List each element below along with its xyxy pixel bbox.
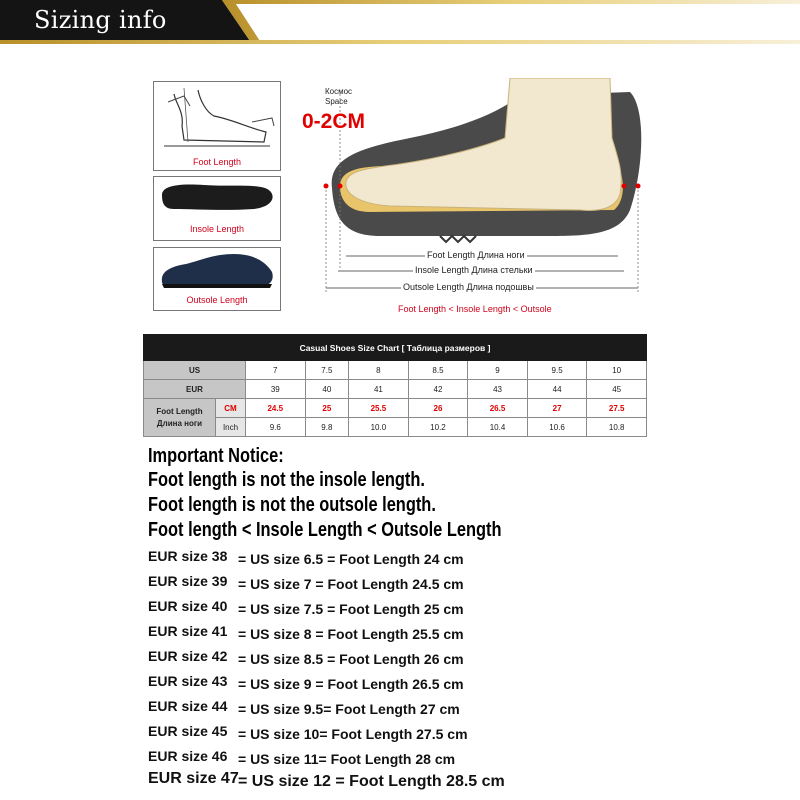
table-cell: 26.5	[468, 399, 528, 418]
table-cell: 7	[246, 361, 306, 380]
conversion-eur: EUR size 43	[148, 673, 228, 689]
conversion-detail: = US size 7 = Foot Length 24.5 cm	[238, 576, 464, 592]
foot-length-label-en: Foot Length	[156, 406, 203, 416]
space-label-en: Space	[325, 97, 348, 106]
insole-length-measure: Insole Length Длина стельки	[415, 265, 533, 275]
table-cell: 10.0	[349, 418, 409, 437]
table-cell: 10	[587, 361, 647, 380]
foot-length-label-ru: Длина ноги	[156, 418, 203, 428]
size-chart-table	[143, 334, 647, 437]
notice-line: Foot length is not the insole length.	[148, 469, 425, 491]
conversion-detail: = US size 12 = Foot Length 28.5 cm	[238, 773, 505, 790]
table-row-us	[144, 361, 647, 380]
space-label	[325, 87, 352, 107]
conversion-row	[148, 723, 468, 742]
conversion-detail: = US size 9 = Foot Length 26.5 cm	[238, 676, 464, 692]
conversion-eur: EUR size 38	[148, 548, 228, 564]
table-cell: 43	[468, 380, 528, 399]
outsole-panel	[153, 247, 281, 311]
table-cell: 42	[408, 380, 468, 399]
conversion-detail: = US size 11= Foot Length 28 cm	[238, 751, 456, 767]
conversion-row	[148, 698, 460, 717]
length-relation: Foot Length < Insole Length < Outsole	[398, 304, 552, 314]
page-title: Sizing info	[34, 6, 167, 34]
shoe-illustration	[154, 248, 280, 292]
conversion-detail: = US size 10= Foot Length 27.5 cm	[238, 726, 468, 742]
table-cell: 7.5	[305, 361, 349, 380]
table-cell: 9.8	[305, 418, 349, 437]
conversion-row	[148, 673, 464, 692]
table-cell: 27.5	[587, 399, 647, 418]
conversion-eur: EUR size 46	[148, 748, 228, 764]
table-cell: 10.4	[468, 418, 528, 437]
cm-label: CM	[216, 399, 246, 418]
conversion-eur: EUR size 45	[148, 723, 228, 739]
table-cell: 26	[408, 399, 468, 418]
table-cell: 41	[349, 380, 409, 399]
conversion-eur: EUR size 42	[148, 648, 228, 664]
notice-title: Important Notice:	[148, 445, 284, 467]
table-cell: 9.6	[246, 418, 306, 437]
gap-label: 0-2CM	[302, 110, 366, 133]
table-cell: 40	[305, 380, 349, 399]
foot-length-label-cell	[144, 399, 216, 437]
table-cell: 8.5	[408, 361, 468, 380]
table-cell: 24.5	[246, 399, 306, 418]
table-row-inch	[144, 418, 647, 437]
table-cell: 10.2	[408, 418, 468, 437]
conversion-detail: = US size 8.5 = Foot Length 26 cm	[238, 651, 464, 667]
notice-line: Foot length < Insole Length < Outsole Length	[148, 519, 502, 541]
eur-label: EUR	[144, 380, 246, 399]
inch-label: Inch	[216, 418, 246, 437]
conversion-row	[148, 573, 464, 592]
table-row-cm	[144, 399, 647, 418]
table-row-eur	[144, 380, 647, 399]
table-cell: 25	[305, 399, 349, 418]
conversion-row	[148, 748, 456, 767]
conversion-detail: = US size 8 = Foot Length 25.5 cm	[238, 626, 464, 642]
table-cell: 10.8	[587, 418, 647, 437]
foot-length-measure: Foot Length Длина ноги	[427, 250, 525, 260]
header-banner	[0, 0, 800, 44]
conversion-row	[148, 623, 464, 642]
conversion-row	[148, 770, 505, 788]
table-cell: 9.5	[527, 361, 587, 380]
insole-length-label: Insole Length	[189, 224, 245, 234]
conversion-detail: = US size 6.5 = Foot Length 24 cm	[238, 551, 464, 567]
notice-line: Foot length is not the outsole length.	[148, 494, 436, 516]
insole-panel	[153, 176, 281, 241]
conversion-eur: EUR size 47	[148, 770, 239, 787]
table-cell: 44	[527, 380, 587, 399]
table-cell: 9	[468, 361, 528, 380]
conversion-eur: EUR size 41	[148, 623, 228, 639]
foot-length-panel	[153, 81, 281, 171]
insole-illustration	[154, 177, 280, 221]
table-cell: 25.5	[349, 399, 409, 418]
conversion-eur: EUR size 39	[148, 573, 228, 589]
foot-length-label: Foot Length	[192, 157, 242, 167]
table-cell: 27	[527, 399, 587, 418]
space-label-ru: Космос	[325, 87, 353, 96]
table-cell: 39	[246, 380, 306, 399]
conversion-eur: EUR size 44	[148, 698, 228, 714]
table-header-row	[144, 335, 647, 361]
conversion-row	[148, 598, 464, 617]
us-label: US	[144, 361, 246, 380]
conversion-detail: = US size 9.5= Foot Length 27 cm	[238, 701, 460, 717]
conversion-row	[148, 548, 464, 567]
table-cell: 10.6	[527, 418, 587, 437]
conversion-row	[148, 648, 464, 667]
conversion-detail: = US size 7.5 = Foot Length 25 cm	[238, 601, 464, 617]
table-cell: 45	[587, 380, 647, 399]
foot-measure-illustration	[154, 82, 280, 154]
outsole-length-measure: Outsole Length Длина подошвы	[403, 282, 534, 292]
table-cell: 8	[349, 361, 409, 380]
table-title: Casual Shoes Size Chart [ Таблица размеров ]	[144, 335, 647, 361]
outsole-length-label: Outsole Length	[186, 295, 248, 305]
conversion-eur: EUR size 40	[148, 598, 228, 614]
